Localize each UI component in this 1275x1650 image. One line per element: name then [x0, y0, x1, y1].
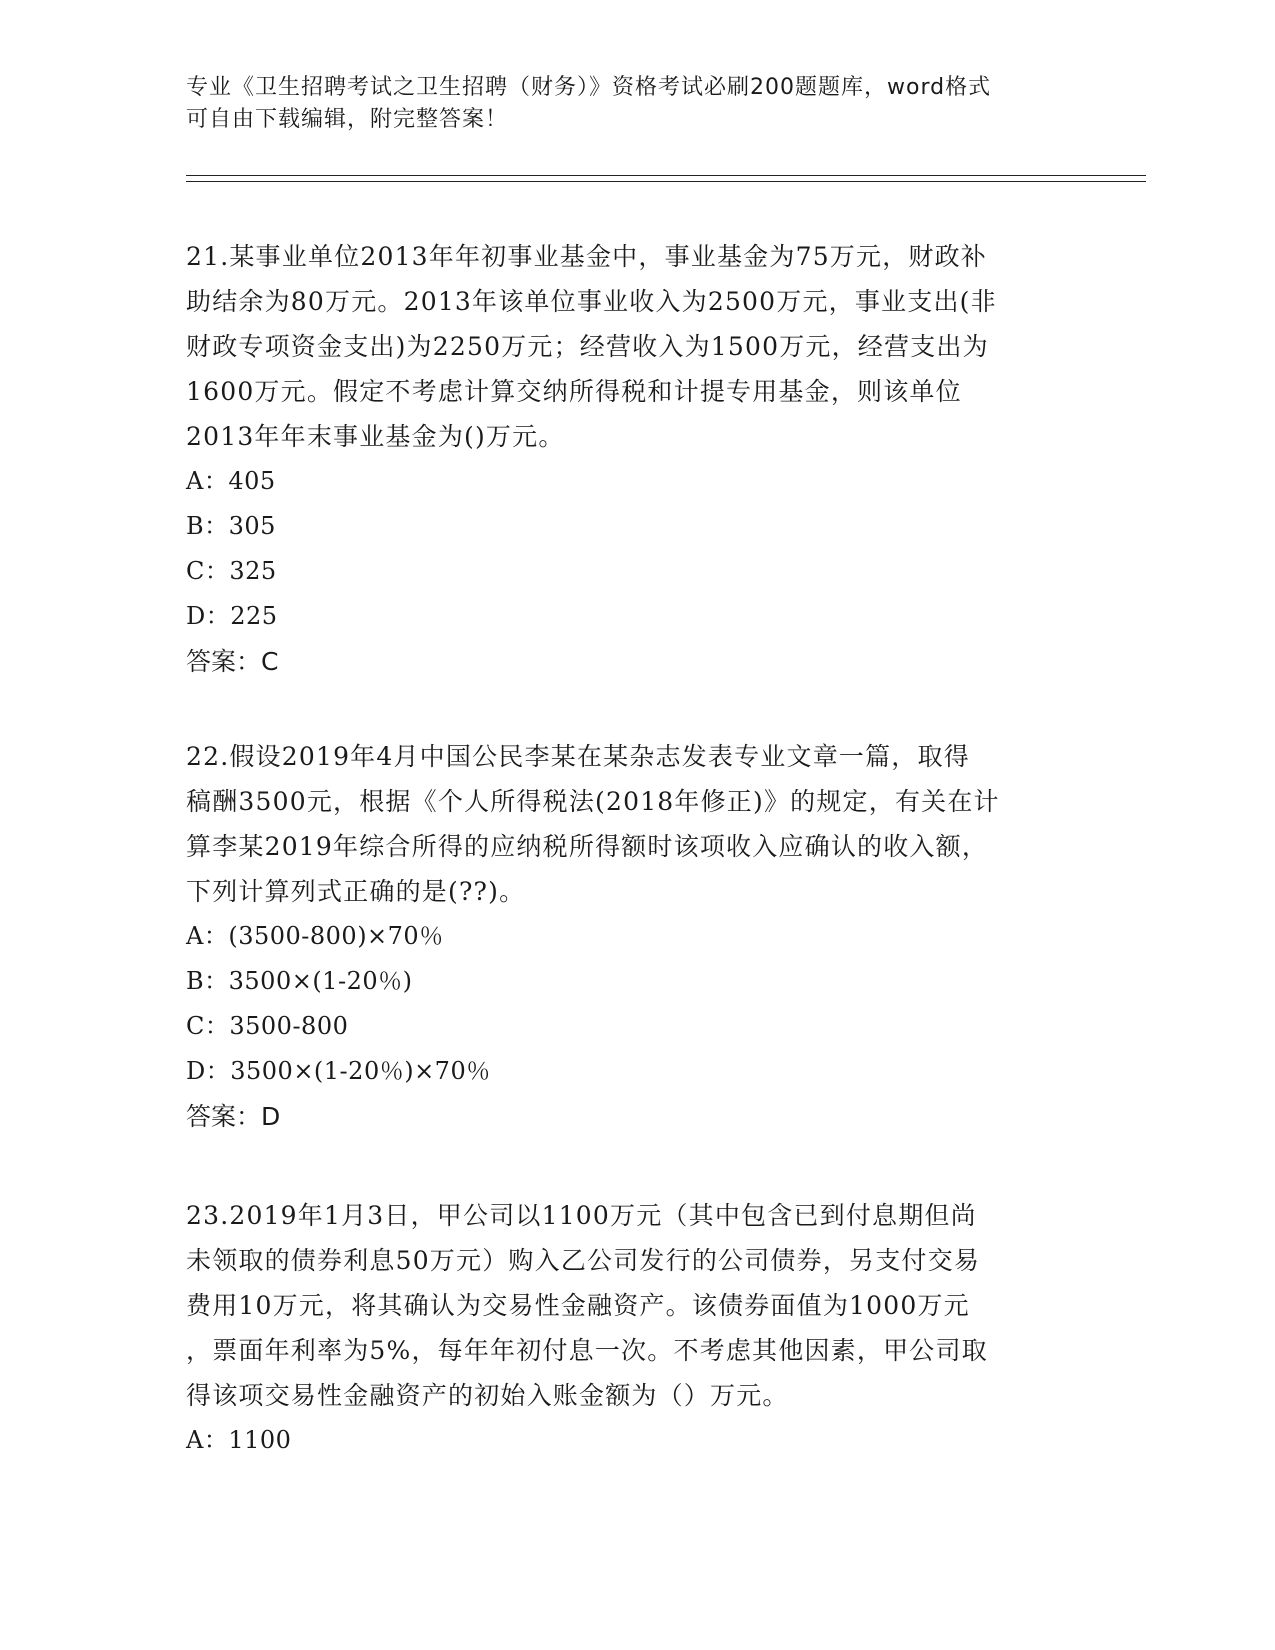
question-stem-line: 1600万元。假定不考虑计算交纳所得税和计提专用基金，则该单位 — [186, 377, 962, 406]
header-line-2: 可自由下载编辑，附完整答案！ — [186, 107, 509, 132]
option-a: A：(3500-800)×70％ — [186, 922, 444, 950]
option-c: C：3500-800 — [186, 1012, 349, 1040]
option-c: C：325 — [186, 557, 277, 585]
question-stem-line: 得该项交易性金融资产的初始入账金额为（）万元。 — [186, 1381, 789, 1410]
question-23 — [186, 1193, 1086, 1463]
question-stem-line: 23.2019年1月3日，甲公司以1100万元（其中包含已到付息期但尚 — [186, 1201, 977, 1230]
document-header — [186, 72, 1086, 136]
question-stem-line: 助结余为80万元。2013年该单位事业收入为2500万元，事业支出(非 — [186, 287, 997, 316]
answer-label: 答案：C — [186, 647, 279, 676]
answer-label: 答案：D — [186, 1102, 281, 1131]
option-d: D：3500×(1-20％)×70％ — [186, 1057, 491, 1085]
question-stem-line: 22.假设2019年4月中国公民李某在某杂志发表专业文章一篇，取得 — [186, 742, 970, 771]
question-stem-line: 未领取的债券利息50万元）购入乙公司发行的公司债券，另支付交易 — [186, 1246, 981, 1275]
question-stem-line: 2013年年末事业基金为()万元。 — [186, 422, 565, 451]
question-22 — [186, 734, 1086, 1139]
question-stem-line: 算李某2019年综合所得的应纳税所得额时该项收入应确认的收入额， — [186, 832, 989, 861]
option-b: B：3500×(1-20％) — [186, 967, 413, 995]
question-stem-line: 21.某事业单位2013年年初事业基金中，事业基金为75万元，财政补 — [186, 242, 987, 271]
question-stem-line: 费用10万元，将其确认为交易性金融资产。该债券面值为1000万元 — [186, 1291, 970, 1320]
question-21 — [186, 234, 1086, 684]
question-stem-line: ，票面年利率为5%，每年年初付息一次。不考虑其他因素，甲公司取 — [186, 1336, 988, 1365]
header-divider-top — [186, 175, 1146, 176]
option-d: D：225 — [186, 602, 278, 630]
question-stem-line: 稿酬3500元，根据《个人所得税法(2018年修正)》的规定，有关在计 — [186, 787, 1000, 816]
header-line-1: 专业《卫生招聘考试之卫生招聘（财务）》资格考试必刷200题题库，word格式 — [186, 75, 992, 100]
question-stem-line: 下列计算列式正确的是(??)。 — [186, 877, 526, 906]
question-stem-line: 财政专项资金支出)为2250万元；经营收入为1500万元，经营支出为 — [186, 332, 989, 361]
option-b: B：305 — [186, 512, 276, 540]
option-a: A：405 — [186, 467, 276, 495]
option-a: A：1100 — [186, 1426, 292, 1454]
header-divider-bottom — [186, 181, 1146, 182]
